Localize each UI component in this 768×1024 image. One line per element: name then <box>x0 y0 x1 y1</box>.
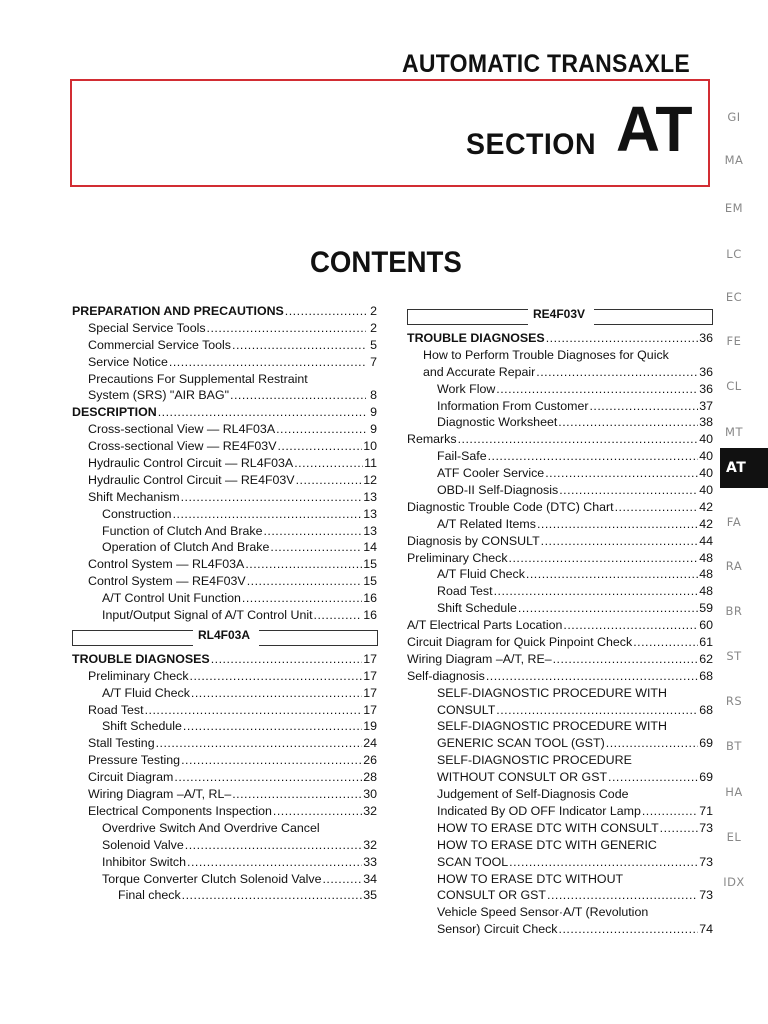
toc-entry <box>407 414 713 431</box>
toc-entry-page: 9 <box>370 422 377 437</box>
toc-entry <box>72 820 377 837</box>
toc-entry-label: CONSULT <box>437 702 496 717</box>
toc-entry-page: 59 <box>699 601 713 616</box>
toc-entry-label: Diagnostic Worksheet <box>437 415 558 430</box>
dot-leader <box>156 735 363 752</box>
toc-entry <box>72 455 377 472</box>
toc-entry <box>407 634 713 651</box>
dot-leader <box>496 702 698 719</box>
toc-entry-label: A/T Fluid Check <box>102 685 190 700</box>
toc-entry-label: Input/Output Signal of A/T Control Unit <box>102 608 313 623</box>
toc-entry-page: 11 <box>364 456 377 471</box>
toc-entry-page: 35 <box>363 888 377 903</box>
toc-entry <box>407 364 713 381</box>
toc-entry-label: Wiring Diagram –A/T, RL– <box>88 787 232 802</box>
dot-leader <box>509 854 698 871</box>
toc-entry <box>407 499 713 516</box>
toc-entry-label: Pressure Testing <box>88 753 181 768</box>
dot-leader <box>518 600 698 617</box>
toc-entry-page: 71 <box>699 803 713 818</box>
toc-entry-label: Self-diagnosis <box>407 668 485 683</box>
toc-entry <box>407 752 713 769</box>
toc-entry <box>72 752 377 769</box>
dot-leader <box>526 566 698 583</box>
toc-entry-label: Hydraulic Control Circuit — RL4F03A <box>88 456 294 471</box>
section-tab-el: EL <box>726 830 742 844</box>
toc-entry-label: TROUBLE DIAGNOSES <box>72 651 210 666</box>
toc-entry-label: A/T Control Unit Function <box>102 591 241 606</box>
toc-entry-page: 34 <box>363 871 377 886</box>
section-tab-ec: EC <box>725 290 743 304</box>
dot-leader <box>537 516 698 533</box>
dot-leader <box>247 573 363 590</box>
toc-entry-page: 44 <box>699 533 713 548</box>
toc-entry-page: 68 <box>699 668 713 683</box>
toc-entry-page: 16 <box>363 591 377 606</box>
dot-leader <box>558 414 698 431</box>
toc-entry-label: Circuit Diagram <box>88 770 174 785</box>
section-tab-fe: FE <box>726 334 742 348</box>
toc-entry <box>407 786 713 803</box>
section-code: AT <box>616 93 693 165</box>
toc-entry <box>407 381 713 398</box>
toc-entry <box>72 803 377 820</box>
toc-entry-label: Diagnosis by CONSULT <box>407 533 540 548</box>
transaxle-model-divider <box>72 624 377 651</box>
dot-leader <box>642 803 698 820</box>
toc-entry-page: 74 <box>699 922 713 937</box>
toc-entry-page: 2 <box>370 320 377 335</box>
toc-entry-label: Final check <box>118 888 181 903</box>
toc-entry <box>72 735 377 752</box>
dot-leader <box>232 786 362 803</box>
dot-leader <box>536 364 698 381</box>
dot-leader <box>615 499 699 516</box>
dot-leader <box>211 651 363 668</box>
toc-entry-label: ATF Cooler Service <box>437 466 545 481</box>
toc-entry-page: 30 <box>363 787 377 802</box>
toc-entry-page: 68 <box>699 702 713 717</box>
toc-entry-label: How to Perform Trouble Diagnoses for Quick <box>423 347 669 362</box>
toc-entry <box>407 921 713 938</box>
toc-entry-page: 40 <box>699 466 713 481</box>
toc-entry-page: 73 <box>699 854 713 869</box>
section-tab-st: ST <box>726 649 742 663</box>
toc-entry-page: 24 <box>363 736 377 751</box>
toc-entry <box>407 803 713 820</box>
toc-entry <box>72 685 377 702</box>
toc-entry <box>72 371 377 388</box>
toc-entry <box>72 590 377 607</box>
dot-leader <box>563 617 698 634</box>
section-label: SECTION <box>466 128 597 161</box>
dot-leader <box>158 404 366 421</box>
toc-entry <box>407 904 713 921</box>
dot-leader <box>547 887 698 904</box>
toc-entry <box>407 448 713 465</box>
toc-entry-label: Stall Testing <box>88 736 155 751</box>
toc-left-column <box>72 303 377 904</box>
toc-entry-page: 48 <box>699 567 713 582</box>
toc-entry-page: 26 <box>363 753 377 768</box>
toc-entry <box>72 702 377 719</box>
section-tab-lc: LC <box>726 247 742 261</box>
toc-entry-page: 69 <box>699 736 713 751</box>
dot-leader <box>458 431 699 448</box>
toc-entry <box>72 651 377 668</box>
toc-entry-label: HOW TO ERASE DTC WITH GENERIC <box>437 837 657 852</box>
toc-entry-page: 2 <box>370 304 377 318</box>
toc-entry-label: Function of Clutch And Brake <box>102 523 263 538</box>
toc-entry <box>72 320 377 337</box>
toc-entry-label: Shift Schedule <box>102 719 182 734</box>
toc-entry <box>72 539 377 556</box>
toc-entry <box>72 573 377 590</box>
toc-entry-page: 12 <box>363 472 377 487</box>
toc-entry <box>407 550 713 567</box>
toc-entry-page: 32 <box>363 803 377 818</box>
toc-entry-page: 73 <box>699 820 713 835</box>
toc-entry-label: Diagnostic Trouble Code (DTC) Chart <box>407 499 614 514</box>
toc-entry <box>72 523 377 540</box>
toc-entry-label: System (SRS) "AIR BAG" <box>88 388 229 403</box>
toc-entry-page: 40 <box>699 449 713 464</box>
toc-entry <box>72 337 377 354</box>
toc-entry-label: SELF-DIAGNOSTIC PROCEDURE WITH <box>437 719 667 734</box>
dot-leader <box>181 489 363 506</box>
divider-line <box>407 309 528 325</box>
toc-entry-label: WITHOUT CONSULT OR GST <box>437 770 608 785</box>
toc-entry-label: HOW TO ERASE DTC WITHOUT <box>437 871 624 886</box>
section-tab-gi: GI <box>727 110 741 124</box>
toc-entry <box>72 354 377 371</box>
toc-entry-page: 42 <box>699 499 713 514</box>
dot-leader <box>187 854 362 871</box>
page-title: AUTOMATIC TRANSAXLE <box>402 50 691 78</box>
section-tab-rs: RS <box>725 694 743 708</box>
toc-entry <box>72 607 377 624</box>
toc-entry-page: 17 <box>363 668 377 683</box>
dot-leader <box>660 820 699 837</box>
toc-entry-label: HOW TO ERASE DTC WITH CONSULT <box>437 820 659 835</box>
toc-entry-page: 15 <box>363 557 377 572</box>
toc-entry-label: CONSULT OR GST <box>437 888 547 903</box>
toc-entry-label: Commercial Service Tools <box>88 337 231 352</box>
toc-entry-label: Preliminary Check <box>407 550 508 565</box>
toc-entry-label: Control System — RE4F03V <box>88 574 246 589</box>
toc-entry-label: Remarks <box>407 432 457 447</box>
toc-entry-label: DESCRIPTION <box>72 405 157 420</box>
toc-entry <box>72 556 377 573</box>
toc-entry-label: Indicated By OD OFF Indicator Lamp <box>437 803 641 818</box>
toc-entry-label: Preliminary Check <box>88 668 189 683</box>
section-tab-em: EM <box>724 201 744 215</box>
toc-entry <box>407 735 713 752</box>
toc-entry-label: PREPARATION AND PRECAUTIONS <box>72 304 284 318</box>
toc-entry <box>407 702 713 719</box>
section-tab-br: BR <box>725 604 743 618</box>
divider-line <box>594 309 713 325</box>
toc-entry <box>407 566 713 583</box>
transaxle-model-divider <box>407 303 713 330</box>
toc-entry-label: Fail-Safe <box>437 449 487 464</box>
divider-line <box>259 630 378 646</box>
toc-entry-label: Sensor) Circuit Check <box>437 922 558 937</box>
dot-leader <box>494 583 699 600</box>
toc-entry-label: Operation of Clutch And Brake <box>102 540 270 555</box>
toc-entry <box>407 820 713 837</box>
toc-entry-page: 13 <box>363 489 377 504</box>
toc-entry-page: 42 <box>699 516 713 531</box>
dot-leader <box>190 668 363 685</box>
toc-entry-label: Construction <box>102 506 172 521</box>
dot-leader <box>245 556 362 573</box>
toc-entry-label: A/T Related Items <box>437 516 536 531</box>
dot-leader <box>294 455 363 472</box>
divider-label: RL4F03A <box>198 627 251 642</box>
toc-entry-page: 37 <box>699 398 713 413</box>
toc-entry-label: Wiring Diagram –A/T, RE– <box>407 651 552 666</box>
dot-leader <box>270 539 362 556</box>
toc-entry <box>407 482 713 499</box>
dot-leader <box>541 533 699 550</box>
dot-leader <box>546 330 699 347</box>
dot-leader <box>169 354 366 371</box>
dot-leader <box>322 871 362 888</box>
dot-leader <box>589 398 698 415</box>
toc-entry <box>407 600 713 617</box>
toc-entry-label: Service Notice <box>88 354 168 369</box>
dot-leader <box>559 482 698 499</box>
dot-leader <box>191 685 362 702</box>
dot-leader <box>263 523 362 540</box>
toc-entry-label: Road Test <box>437 584 493 599</box>
toc-entry <box>72 506 377 523</box>
toc-entry <box>407 668 713 685</box>
toc-entry <box>72 303 377 320</box>
dot-leader <box>277 438 362 455</box>
dot-leader <box>276 421 366 438</box>
dot-leader <box>488 448 699 465</box>
toc-entry-page: 48 <box>699 550 713 565</box>
dot-leader <box>606 735 698 752</box>
toc-entry-label: Work Flow <box>437 381 496 396</box>
toc-entry-page: 13 <box>363 523 377 538</box>
toc-entry-page: 33 <box>363 854 377 869</box>
contents-heading: CONTENTS <box>310 246 462 279</box>
dot-leader <box>285 303 366 320</box>
toc-entry <box>407 887 713 904</box>
toc-entry-page: 13 <box>363 506 377 521</box>
toc-entry-page: 7 <box>370 354 377 369</box>
toc-entry-label: GENERIC SCAN TOOL (GST) <box>437 736 605 751</box>
toc-entry-page: 36 <box>699 331 713 345</box>
toc-entry-label: Cross-sectional View — RL4F03A <box>88 422 276 437</box>
toc-entry-label: Overdrive Switch And Overdrive Cancel <box>102 820 320 835</box>
toc-entry-page: 40 <box>699 483 713 498</box>
toc-entry-page: 60 <box>699 618 713 633</box>
toc-entry <box>72 887 377 904</box>
toc-entry-label: Shift Schedule <box>437 601 517 616</box>
toc-entry-page: 28 <box>363 770 377 785</box>
section-tab-idx: IDX <box>723 875 745 889</box>
dot-leader <box>181 752 362 769</box>
toc-entry <box>407 465 713 482</box>
toc-entry-label: Vehicle Speed Sensor·A/T (Revolution <box>437 905 649 920</box>
toc-entry <box>407 871 713 888</box>
toc-entry-page: 38 <box>699 415 713 430</box>
toc-entry-page: 19 <box>363 719 377 734</box>
toc-entry <box>72 489 377 506</box>
section-tab-bt: BT <box>726 739 742 753</box>
dot-leader <box>608 769 698 786</box>
toc-entry-page: 8 <box>370 388 377 403</box>
toc-entry-label: Information From Customer <box>437 398 589 413</box>
dot-leader <box>314 607 363 624</box>
toc-entry-label: Cross-sectional View — RE4F03V <box>88 439 277 454</box>
toc-entry-label: SCAN TOOL <box>437 854 509 869</box>
toc-entry-page: 73 <box>699 888 713 903</box>
toc-entry-label: Inhibitor Switch <box>102 854 187 869</box>
dot-leader <box>559 921 699 938</box>
toc-entry-label: Solenoid Valve <box>102 837 184 852</box>
toc-entry-label: Circuit Diagram for Quick Pinpoint Check <box>407 635 633 650</box>
toc-entry <box>407 431 713 448</box>
toc-entry-label: TROUBLE DIAGNOSES <box>407 331 545 345</box>
section-tab-mt: MT <box>725 425 743 439</box>
toc-entry-label: OBD-II Self-Diagnosis <box>437 483 559 498</box>
toc-entry <box>72 438 377 455</box>
toc-entry <box>407 837 713 854</box>
toc-entry <box>407 330 713 347</box>
toc-entry <box>72 854 377 871</box>
toc-entry-page: 36 <box>699 364 713 379</box>
dot-leader <box>207 320 366 337</box>
toc-entry-page: 48 <box>699 584 713 599</box>
dot-leader <box>173 506 363 523</box>
toc-entry-page: 36 <box>699 381 713 396</box>
toc-entry <box>407 583 713 600</box>
toc-entry-label: Special Service Tools <box>88 320 206 335</box>
toc-entry <box>72 871 377 888</box>
toc-entry-label: Judgement of Self-Diagnosis Code <box>437 787 629 802</box>
toc-entry <box>72 472 377 489</box>
dot-leader <box>230 387 366 404</box>
toc-entry-page: 15 <box>363 574 377 589</box>
dot-leader <box>296 472 363 489</box>
toc-entry <box>407 651 713 668</box>
dot-leader <box>486 668 698 685</box>
toc-entry <box>72 421 377 438</box>
toc-entry <box>407 516 713 533</box>
toc-entry-label: Road Test <box>88 702 144 717</box>
toc-entry <box>407 398 713 415</box>
toc-entry <box>407 347 713 364</box>
toc-right-column <box>407 303 713 938</box>
dot-leader <box>232 337 366 354</box>
dot-leader <box>185 837 362 854</box>
toc-entry-page: 17 <box>363 702 377 717</box>
toc-entry <box>407 718 713 735</box>
toc-entry <box>72 786 377 803</box>
toc-entry-page: 10 <box>363 439 377 454</box>
toc-entry-label: Precautions For Supplemental Restraint <box>88 371 308 386</box>
dot-leader <box>183 718 362 735</box>
toc-entry-page: 62 <box>699 651 713 666</box>
toc-entry-label: Torque Converter Clutch Solenoid Valve <box>102 871 322 886</box>
section-tab-ra: RA <box>725 559 743 573</box>
toc-entry-label: A/T Fluid Check <box>437 567 525 582</box>
section-tab-ma: MA <box>724 153 744 167</box>
toc-entry <box>72 668 377 685</box>
section-tab-ha: HA <box>725 785 743 799</box>
toc-entry <box>407 533 713 550</box>
divider-line <box>72 630 193 646</box>
toc-entry <box>407 617 713 634</box>
dot-leader <box>174 769 362 786</box>
toc-entry-label: Hydraulic Control Circuit — RE4F03V <box>88 472 295 487</box>
toc-entry <box>407 769 713 786</box>
toc-entry <box>72 387 377 404</box>
toc-entry-label: and Accurate Repair <box>423 364 536 379</box>
toc-entry <box>72 837 377 854</box>
toc-entry <box>72 769 377 786</box>
toc-entry-label: A/T Electrical Parts Location <box>407 618 563 633</box>
toc-entry <box>72 404 377 421</box>
toc-entry-page: 17 <box>363 651 377 666</box>
dot-leader <box>633 634 698 651</box>
toc-entry-page: 40 <box>699 432 713 447</box>
toc-entry-page: 16 <box>363 608 377 623</box>
toc-entry-label: Shift Mechanism <box>88 489 180 504</box>
dot-leader <box>273 803 362 820</box>
toc-entry <box>72 718 377 735</box>
section-tab-fa: FA <box>726 515 742 529</box>
toc-entry-page: 5 <box>370 337 377 352</box>
dot-leader <box>145 702 363 719</box>
toc-entry-page: 17 <box>363 685 377 700</box>
dot-leader <box>509 550 699 567</box>
toc-entry-page: 61 <box>699 635 713 650</box>
toc-entry-page: 9 <box>370 405 377 420</box>
dot-leader <box>545 465 698 482</box>
toc-entry-label: Electrical Components Inspection <box>88 803 272 818</box>
toc-entry-page: 14 <box>363 540 377 555</box>
toc-entry-label: SELF-DIAGNOSTIC PROCEDURE <box>437 753 632 768</box>
toc-entry-page: 69 <box>699 770 713 785</box>
dot-leader <box>553 651 699 668</box>
dot-leader <box>182 887 363 904</box>
toc-entry-page: 32 <box>363 837 377 852</box>
section-tab-at: AT <box>720 448 768 488</box>
section-title-box <box>70 79 710 187</box>
toc-entry <box>407 685 713 702</box>
divider-label: RE4F03V <box>533 307 586 321</box>
toc-entry <box>407 854 713 871</box>
toc-entry-label: SELF-DIAGNOSTIC PROCEDURE WITH <box>437 685 667 700</box>
section-tab-cl: CL <box>726 379 742 393</box>
dot-leader <box>496 381 698 398</box>
dot-leader <box>242 590 362 607</box>
toc-entry-label: Control System — RL4F03A <box>88 557 245 572</box>
